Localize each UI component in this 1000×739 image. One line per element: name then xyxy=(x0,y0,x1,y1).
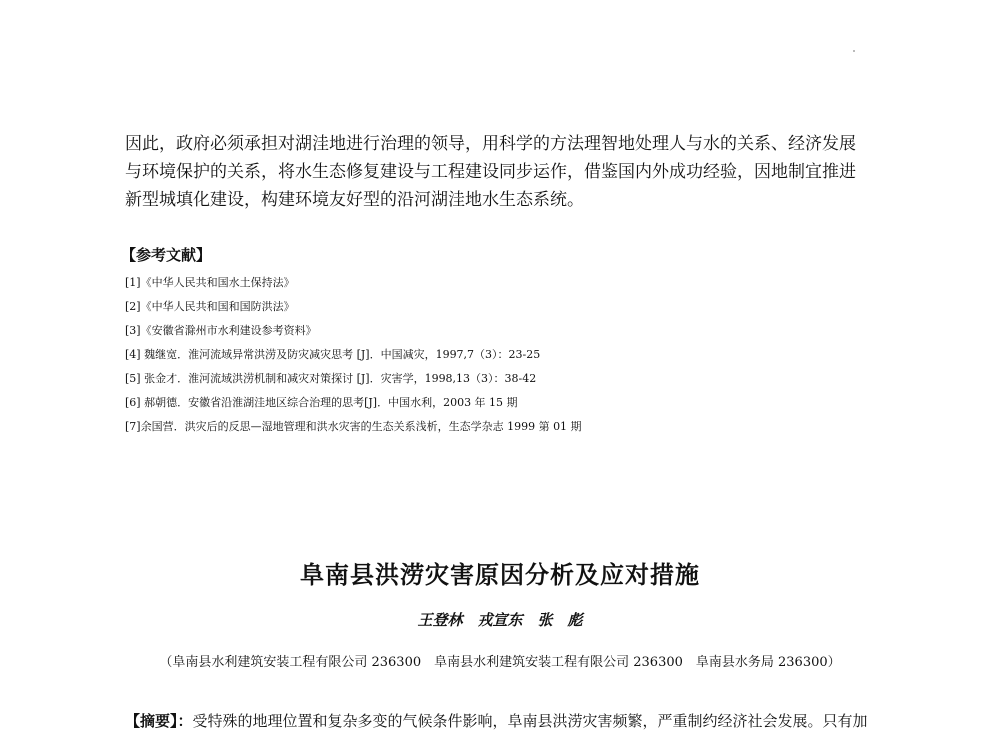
author-list: 王登林 戎宣东 张 彪 xyxy=(417,611,583,629)
reference-item: [1]《中华人民共和国水土保持法》 xyxy=(125,276,295,289)
reference-item: [5] 张金才．淮河流域洪涝机制和减灾对策探讨 [J]．灾害学，1998,13（3）：38-42 xyxy=(125,372,537,385)
reference-item: [6] 郝朝德．安徽省沿淮湖洼地区综合治理的思考[J]．中国水利，2003 年 15 期 xyxy=(125,396,518,409)
reference-item: [2]《中华人民共和国和国防洪法》 xyxy=(125,300,295,313)
references-heading: 【参考文献】 xyxy=(121,246,212,264)
reference-item: [4] 魏继宽．淮河流域异常洪涝及防灾减灾思考 [J]．中国减灾，1997,7（3）：23-25 xyxy=(125,348,541,361)
reference-item: [3]《安徽省滁州市水利建设参考资料》 xyxy=(125,324,317,337)
article-title: 阜南县洪涝灾害原因分析及应对措施 xyxy=(300,561,700,589)
abstract-label: 【摘要】： xyxy=(125,712,193,730)
scan-speck xyxy=(853,50,855,52)
paragraph-line: 因此，政府必须承担对湖洼地进行治理的领导，用科学的方法理智地处理人与水的关系、经济发展 xyxy=(125,134,856,154)
paragraph-line: 与环境保护的关系，将水生态修复建设与工程建设同步运作，借鉴国内外成功经验，因地制宜推进 xyxy=(125,162,856,182)
abstract-text: 受特殊的地理位置和复杂多变的气候条件影响，阜南县洪涝灾害频繁，严重制约经济社会发展。只有加 xyxy=(192,712,868,730)
abstract xyxy=(125,707,905,735)
author-affiliation: （阜南县水利建筑安装工程有限公司 236300 阜南县水利建筑安装工程有限公司 236300 阜南县水务局 236300） xyxy=(159,655,841,670)
reference-list xyxy=(125,271,582,439)
paragraph-line: 新型城填化建设，构建环境友好型的沿河湖洼地水生态系统。 xyxy=(125,190,584,210)
reference-item: [7]余国营．洪灾后的反思—湿地管理和洪水灾害的生态关系浅析，生态学杂志 1999 第 01 期 xyxy=(125,420,582,433)
abstract-line xyxy=(125,707,905,735)
continuation-paragraph xyxy=(125,130,900,214)
